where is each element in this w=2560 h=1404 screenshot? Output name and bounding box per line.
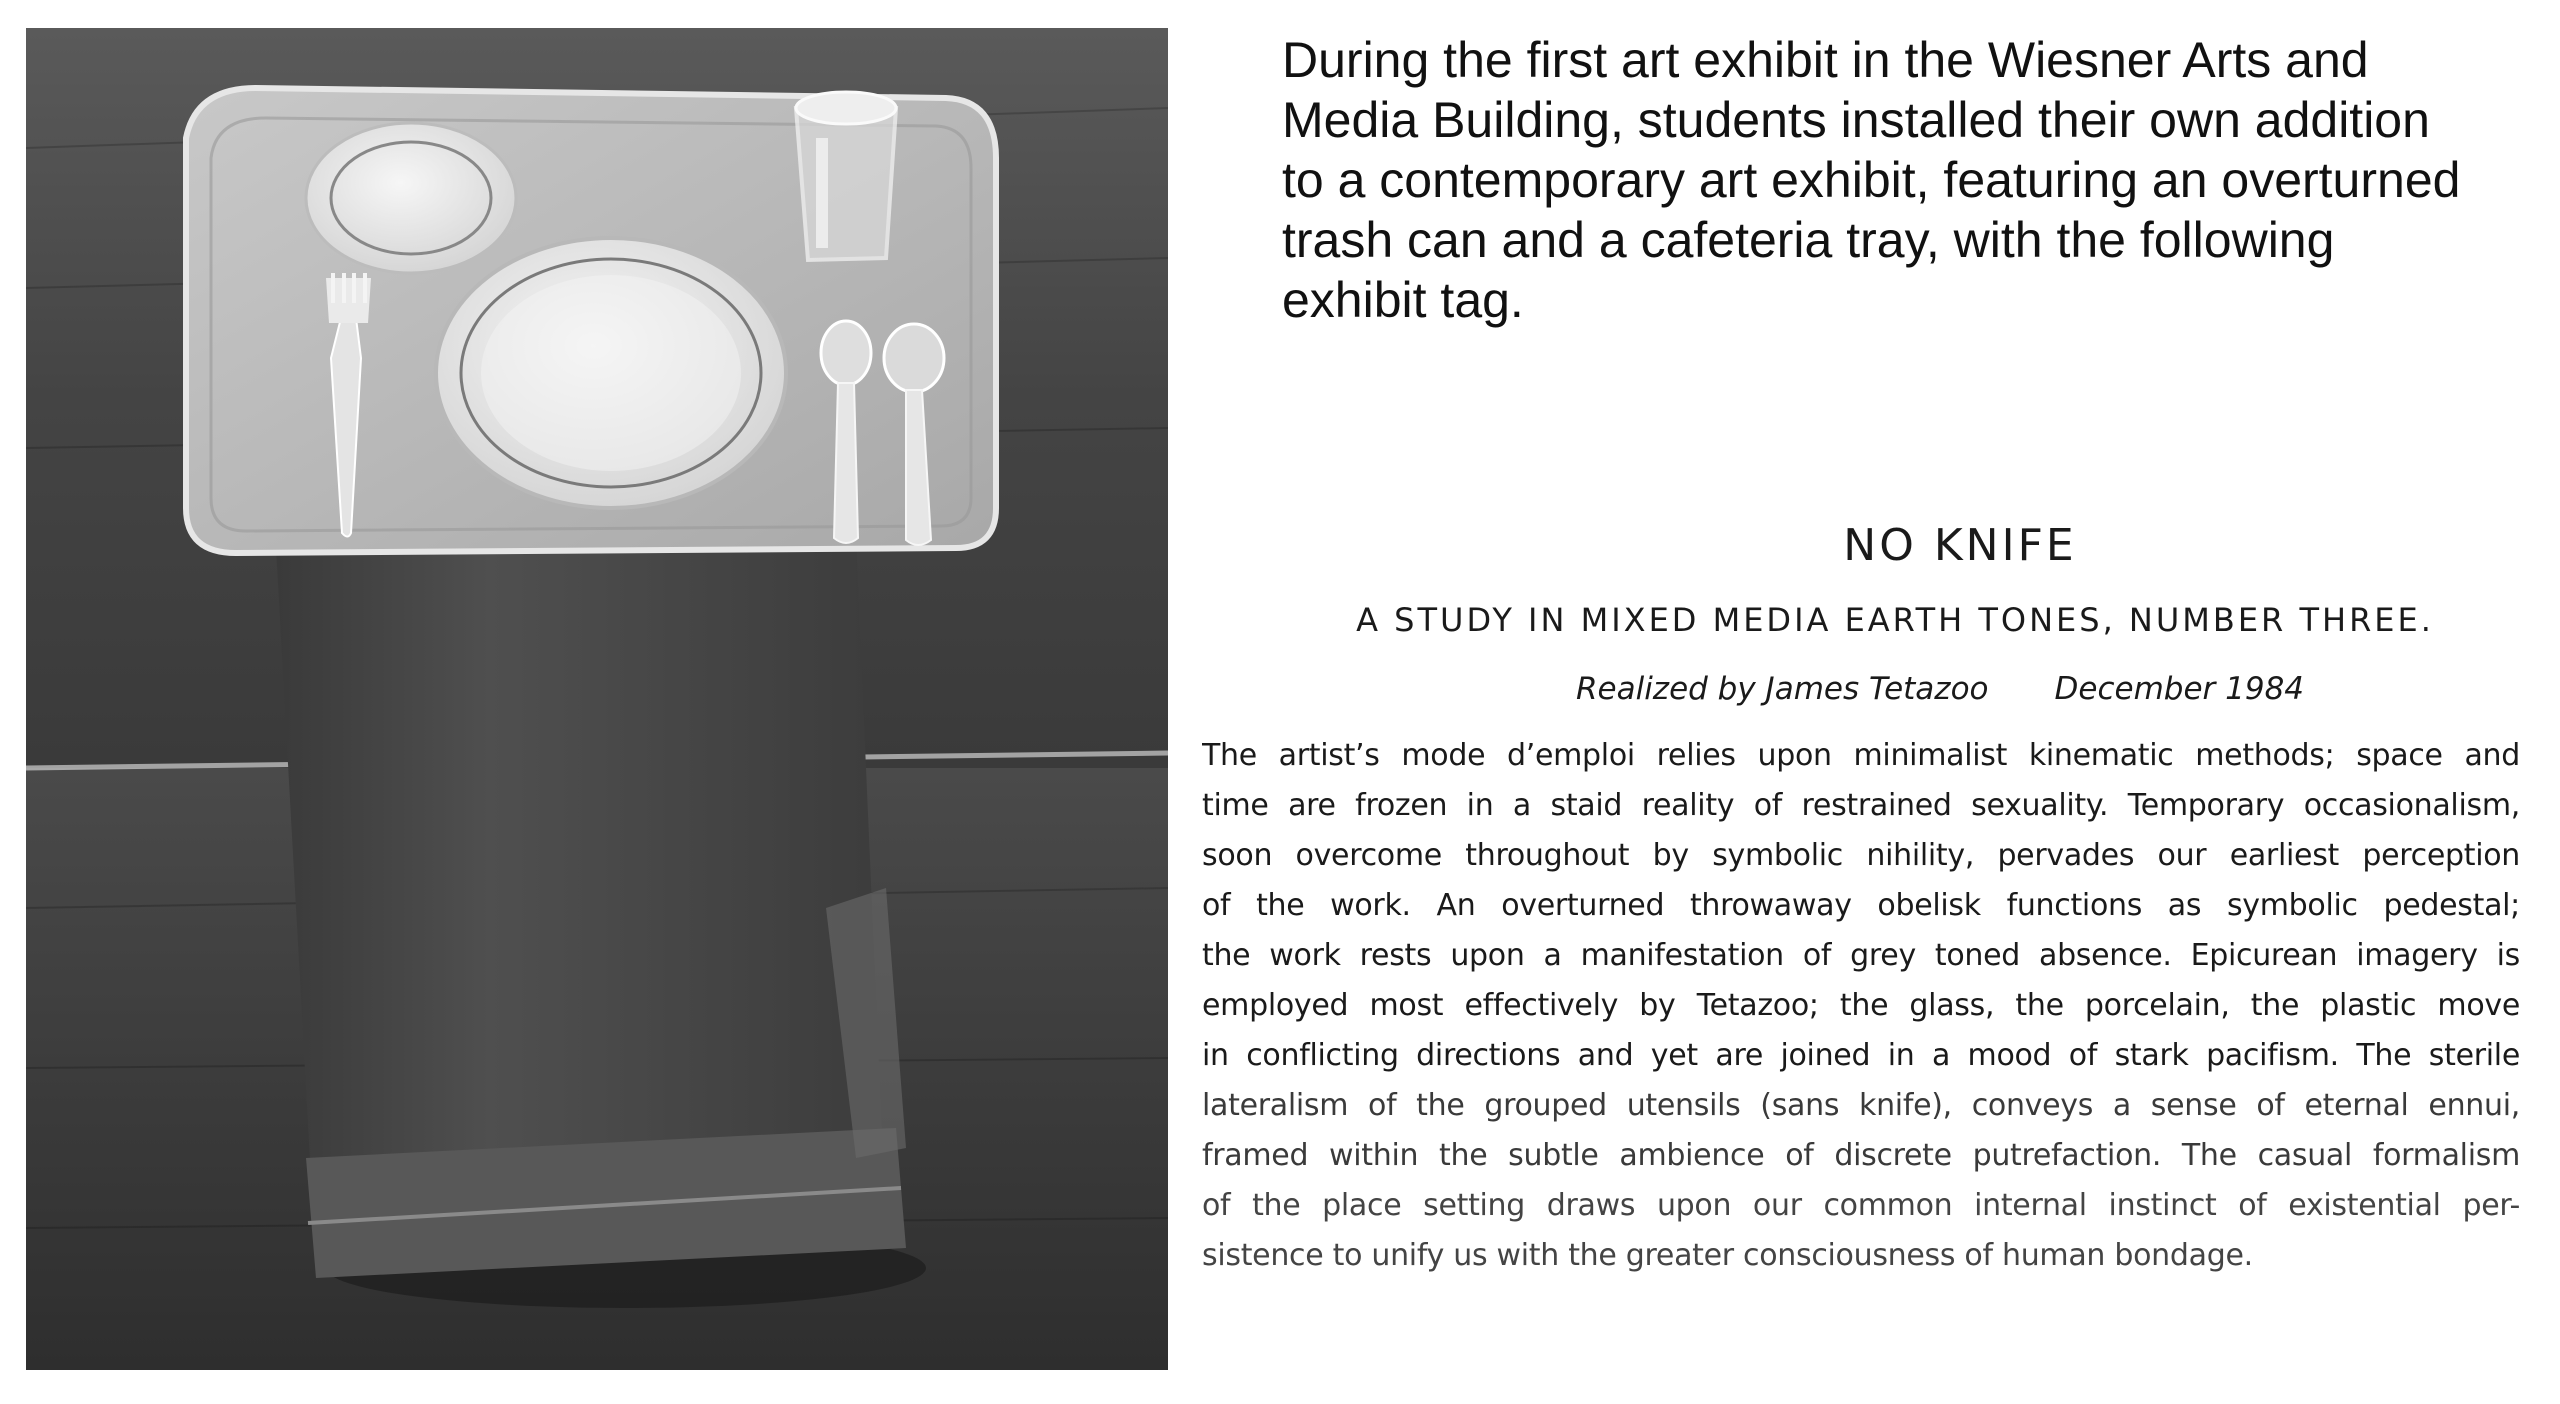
drinking-glass — [796, 92, 896, 260]
tag-body-line: of the work. An overturned throwaway obelisk functions as symbolic pedestal; — [1202, 888, 2520, 923]
exhibit-photo — [26, 28, 1168, 1370]
dinner-plate — [436, 238, 786, 508]
tag-body-line: the work rests upon a manifestation of grey toned absence. Epicurean imagery is — [1202, 938, 2520, 973]
tag-body-line: time are frozen in a staid reality of restrained sexuality. Temporary occasionalism, — [1202, 788, 2520, 823]
tag-title: NO KNIFE — [1843, 520, 2077, 571]
tag-body — [1202, 731, 2520, 1281]
tag-body-line: framed within the subtle ambience of discrete putrefaction. The casual formalism — [1202, 1138, 2520, 1173]
tag-body-line: sistence to unify us with the greater consciousness of human bondage. — [1202, 1238, 2253, 1273]
tag-body-line: of the place setting draws upon our common internal instinct of existential per- — [1202, 1188, 2520, 1223]
tag-body-line: lateralism of the grouped utensils (sans knife), conveys a sense of eternal ennui, — [1202, 1088, 2520, 1123]
exhibit-tag — [1200, 520, 2520, 1281]
side-plate — [306, 123, 516, 273]
tag-credit — [1200, 671, 2520, 707]
tag-body-line: in conflicting directions and yet are joined in a mood of stark pacifism. The sterile — [1202, 1038, 2520, 1073]
trash-can — [276, 538, 906, 1278]
tag-body-line: The artist’s mode d’emploi relies upon minimalist kinematic methods; space and — [1202, 738, 2520, 773]
tag-credit-date: December 1984 — [2054, 671, 2305, 707]
tag-credit-author: Realized by James Tetazoo — [1575, 671, 1989, 707]
intro-caption: During the first art exhibit in the Wiesner Arts and Media Building, students installed their own addition to a contemporary art exhibit, featuring an overturned trash can and a cafeteria tray, with the following exhibit tag. — [1282, 32, 2461, 328]
tag-subtitle: A STUDY IN MIXED MEDIA EARTH TONES, NUMBER THREE. — [1356, 601, 2434, 639]
tag-body-line: employed most effectively by Tetazoo; the glass, the porcelain, the plastic move — [1202, 988, 2520, 1023]
tag-body-line: soon overcome throughout by symbolic nihility, pervades our earliest perception — [1202, 838, 2520, 873]
